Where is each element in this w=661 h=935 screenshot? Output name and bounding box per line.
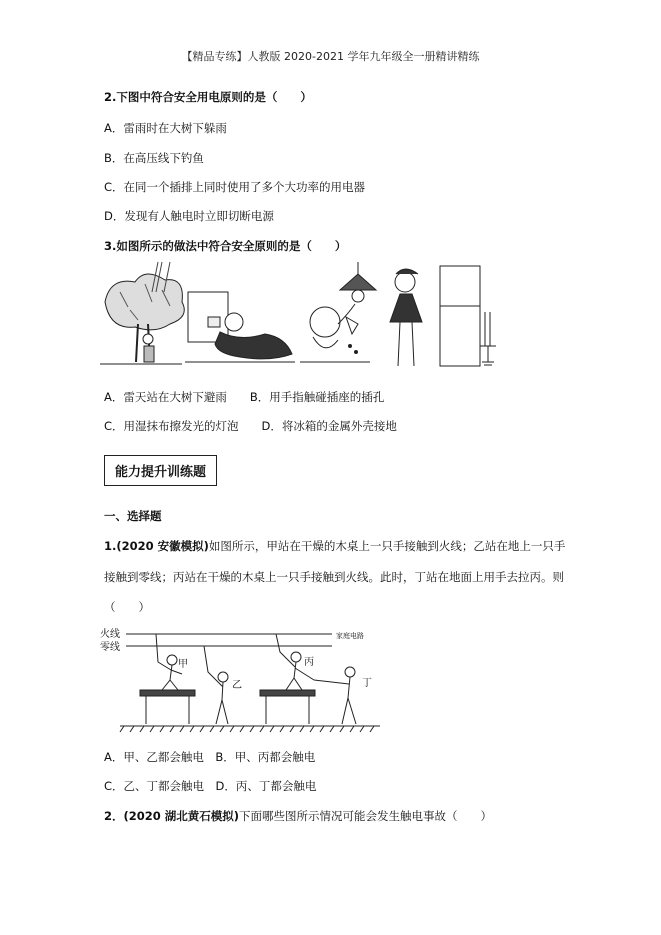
p2-text: 下面哪些图所示情况可能会发生触电事故（ ） xyxy=(239,809,493,823)
tree-rain-scene xyxy=(100,262,184,364)
page-header: 【精品专练】人教版 2020-2021 学年九年级全一册精讲精练 xyxy=(181,50,480,63)
section-heading: 一、选择题 xyxy=(104,509,162,523)
p1-line1-text: 如图所示，甲站在干燥的木桌上一只手接触到火线；乙站在地上一只手 xyxy=(208,539,566,553)
q3-options-row1: A．雷天站在大树下避雨 B．用手指触碰插座的插孔 xyxy=(104,390,385,404)
fridge-girl-scene xyxy=(390,266,496,366)
q2-stem: 2.下图中符合安全用电原则的是（ ） xyxy=(104,90,312,104)
label-yi: 乙 xyxy=(232,680,242,691)
label-ding: 丁 xyxy=(362,678,372,689)
q2-option-b: B．在高压线下钓鱼 xyxy=(104,151,204,165)
p1-line3: （ ） xyxy=(104,600,150,614)
label-live-wire: 火线 xyxy=(100,629,120,640)
section-title-box: 能力提升训练题 xyxy=(104,455,217,486)
label-circuit: 家庭电路 xyxy=(336,632,364,640)
p2-line xyxy=(104,809,492,823)
label-bing: 丙 xyxy=(304,657,314,668)
p2-source-tag: 2．(2020 湖北黄石模拟) xyxy=(104,809,240,823)
q2-option-a: A．雷雨时在大树下躲雨 xyxy=(104,121,227,135)
p1-options-row2: C．乙、丁都会触电 D．丙、丁都会触电 xyxy=(104,779,317,793)
q3-options-row2: C．用湿抹布擦发光的灯泡 D．将冰箱的金属外壳接地 xyxy=(104,419,397,433)
p1-line1 xyxy=(104,539,565,553)
label-jia: 甲 xyxy=(178,659,188,670)
p1-options-row1: A．甲、乙都会触电 B．甲、丙都会触电 xyxy=(104,750,316,764)
q3-stem: 3.如图所示的做法中符合安全原则的是（ ） xyxy=(104,239,347,253)
q3-illustration xyxy=(100,262,498,374)
p1-source-tag: 1.(2020 安徽模拟) xyxy=(104,539,209,553)
lamp-child-scene xyxy=(300,262,376,362)
circuit-figure xyxy=(100,622,390,734)
socket-child-scene xyxy=(185,292,295,362)
q2-option-d: D．发现有人触电时立即切断电源 xyxy=(104,209,274,223)
p1-line2: 接触到零线；丙站在干燥的木桌上一只手接触到火线。此时，丁站在地面上用手去拉丙。则 xyxy=(104,570,564,584)
q2-option-c: C．在同一个插排上同时使用了多个大功率的用电器 xyxy=(104,180,366,194)
label-neutral-wire: 零线 xyxy=(100,642,120,653)
